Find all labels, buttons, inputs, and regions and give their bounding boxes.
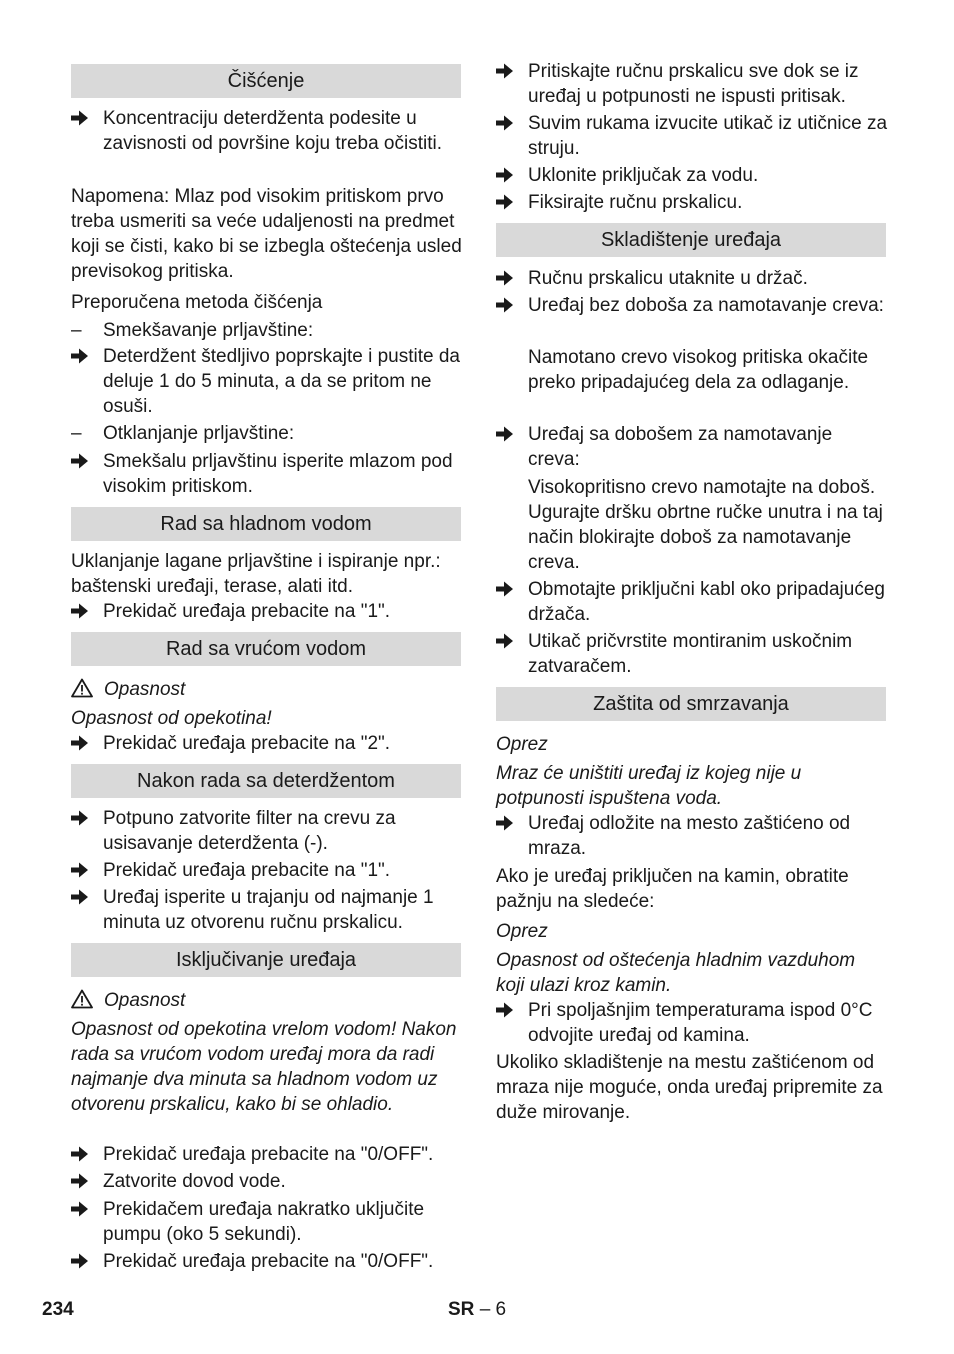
bullet-text: Zatvorite dovod vode.: [103, 1171, 286, 1192]
bullet-text: Utikač pričvrstite montiranim uskočnim zatvaračem.: [528, 631, 853, 677]
arrow-right-icon: [71, 449, 93, 474]
section-heading-after-detergent: Nakon rada sa deterdžentom: [71, 764, 461, 798]
arrow-right-icon: [71, 344, 93, 369]
arrow-right-icon: [71, 731, 93, 756]
arrow-right-icon: [71, 885, 93, 910]
arrow-right-icon: [496, 190, 518, 215]
note-paragraph: Napomena: Mlaz pod visokim pritiskom prvo treba usmeriti sa veće udaljenosti na predmet koji se čisti, kako bi se izbegla oštećenja usled previsokog pritiska.: [71, 186, 462, 282]
section-heading-cold-water: Rad sa hladnom vodom: [71, 507, 461, 541]
arrow-right-icon: [496, 111, 518, 136]
bullet-text: Koncentraciju deterdženta podesite u zavisnosti od površine koju treba očistiti.: [103, 108, 442, 154]
warning-label: Opasnost: [104, 990, 186, 1011]
arrow-right-icon: [71, 858, 93, 883]
arrow-right-icon: [71, 1169, 93, 1194]
footer-subpage: – 6: [479, 1299, 507, 1320]
section-heading-storage: Skladištenje uređaja: [496, 223, 886, 257]
warning-text: Opasnost od opekotina vrelom vodom! Nakon rada sa vrućom vodom uređaj mora da radi najmanje dva minuta sa hladnom vodom uz otvorenu prskalicu, kako bi se ohladio.: [71, 1019, 457, 1115]
bullet-text: Uređaj isperite u trajanju od najmanje 1 minuta uz otvorenu ručnu prskalicu.: [103, 887, 434, 933]
bullet-text: Prekidač uređaja prebacite na "1".: [103, 860, 391, 881]
bullet-text: Uređaj odložite na mesto zaštićeno od mraza.: [528, 813, 851, 859]
bullet-text: Ručnu prskalicu utaknite u držač.: [528, 268, 808, 289]
arrow-right-icon: [496, 577, 518, 602]
caution-label: Oprez: [496, 921, 548, 942]
arrow-right-icon: [496, 59, 518, 84]
arrow-right-icon: [71, 1197, 93, 1222]
dash-marker: –: [71, 320, 82, 341]
bullet-text: Prekidač uređaja prebacite na "2".: [103, 733, 391, 754]
arrow-right-icon: [496, 163, 518, 188]
bullet-text: Uklonite priključak za vodu.: [528, 165, 759, 186]
caution-label: Oprez: [496, 734, 548, 755]
bullet-text: Pri spoljašnjim temperaturama ispod 0°C odvojite uređaj od kamina.: [528, 1000, 873, 1046]
warning-text: Opasnost od opekotina!: [71, 708, 272, 729]
bullet-text: Pritiskajte ručnu prskalicu sve dok se iz uređaj u potpunosti ne ispusti pritisak.: [528, 61, 859, 107]
bullet-text: Uređaj sa dobošem za namotavanje creva:: [528, 424, 833, 470]
arrow-right-icon: [71, 1249, 93, 1274]
page-number: 234: [42, 1299, 74, 1320]
bullet-text: Prekidačem uređaja nakratko uključite pumpu (oko 5 sekundi).: [103, 1199, 425, 1245]
bullet-text: Uređaj bez doboša za namotavanje creva:: [528, 295, 884, 316]
caution-text: Mraz će uništiti uređaj iz kojeg nije u potpunosti ispuštena voda.: [496, 763, 802, 809]
arrow-right-icon: [496, 998, 518, 1023]
method-paragraph: Preporučena metoda čišćenja: [71, 292, 323, 313]
bullet-text: Suvim rukama izvucite utikač iz utičnice za struju.: [528, 113, 888, 159]
caution-text: Opasnost od oštećenja hladnim vazduhom koji ulazi kroz kamin.: [496, 950, 856, 996]
arrow-right-icon: [71, 106, 93, 131]
indented-paragraph: Namotano crevo visokog pritiska okačite preko pripadajućeg dela za odlaganje.: [528, 347, 869, 393]
section-heading-cleaning: Čišćenje: [71, 64, 461, 98]
arrow-right-icon: [496, 293, 518, 318]
dash-marker: –: [71, 423, 82, 444]
bullet-text: Deterdžent štedljivo poprskajte i pustite da deluje 1 do 5 minuta, a da se pritom ne osuši.: [103, 346, 460, 417]
arrow-right-icon: [71, 599, 93, 624]
bullet-text: Obmotajte priključni kabl oko pripadajućeg držača.: [528, 579, 885, 625]
arrow-right-icon: [496, 811, 518, 836]
bullet-text: Potpuno zatvorite filter na crevu za usisavanje deterdženta (-).: [103, 808, 396, 854]
footer-label: [448, 1297, 506, 1322]
indented-paragraph: Visokopritisno crevo namotajte na doboš. Ugurajte dršku obrtne ručke unutra i na taj način blokirajte doboš za namotavanje creva.: [528, 477, 883, 573]
warning-label: Opasnost: [104, 679, 186, 700]
arrow-right-icon: [496, 422, 518, 447]
paragraph: Ukoliko skladištenje na mestu zaštićenom od mraza nije moguće, onda uređaj pripremite za duže mirovanje.: [496, 1052, 883, 1123]
cold-water-paragraph: Uklanjanje lagane prljavštine i ispiranje npr.: baštenski uređaji, terase, alati itd.: [71, 551, 441, 597]
bullet-text: Prekidač uređaja prebacite na "0/OFF".: [103, 1251, 434, 1272]
section-heading-hot-water: Rad sa vrućom vodom: [71, 632, 461, 666]
bullet-text: Smekšalu prljavštinu isperite mlazom pod visokim pritiskom.: [103, 451, 453, 497]
arrow-right-icon: [496, 266, 518, 291]
arrow-right-icon: [71, 1142, 93, 1167]
bullet-text: Prekidač uređaja prebacite na "0/OFF".: [103, 1144, 434, 1165]
dash-text: Smekšavanje prljavštine:: [103, 320, 314, 341]
bullet-text: Fiksirajte ručnu prskalicu.: [528, 192, 743, 213]
bullet-text: Prekidač uređaja prebacite na "1".: [103, 601, 391, 622]
warning-triangle-icon: [71, 987, 95, 1012]
arrow-right-icon: [71, 806, 93, 831]
arrow-right-icon: [496, 629, 518, 654]
footer-language: SR: [448, 1299, 475, 1320]
dash-text: Otklanjanje prljavštine:: [103, 423, 295, 444]
section-heading-frost-protection: Zaštita od smrzavanja: [496, 687, 886, 721]
warning-triangle-icon: [71, 676, 95, 701]
section-heading-shutdown: Isključivanje uređaja: [71, 943, 461, 977]
paragraph: Ako je uređaj priključen na kamin, obratite pažnju na sledeće:: [496, 866, 849, 912]
